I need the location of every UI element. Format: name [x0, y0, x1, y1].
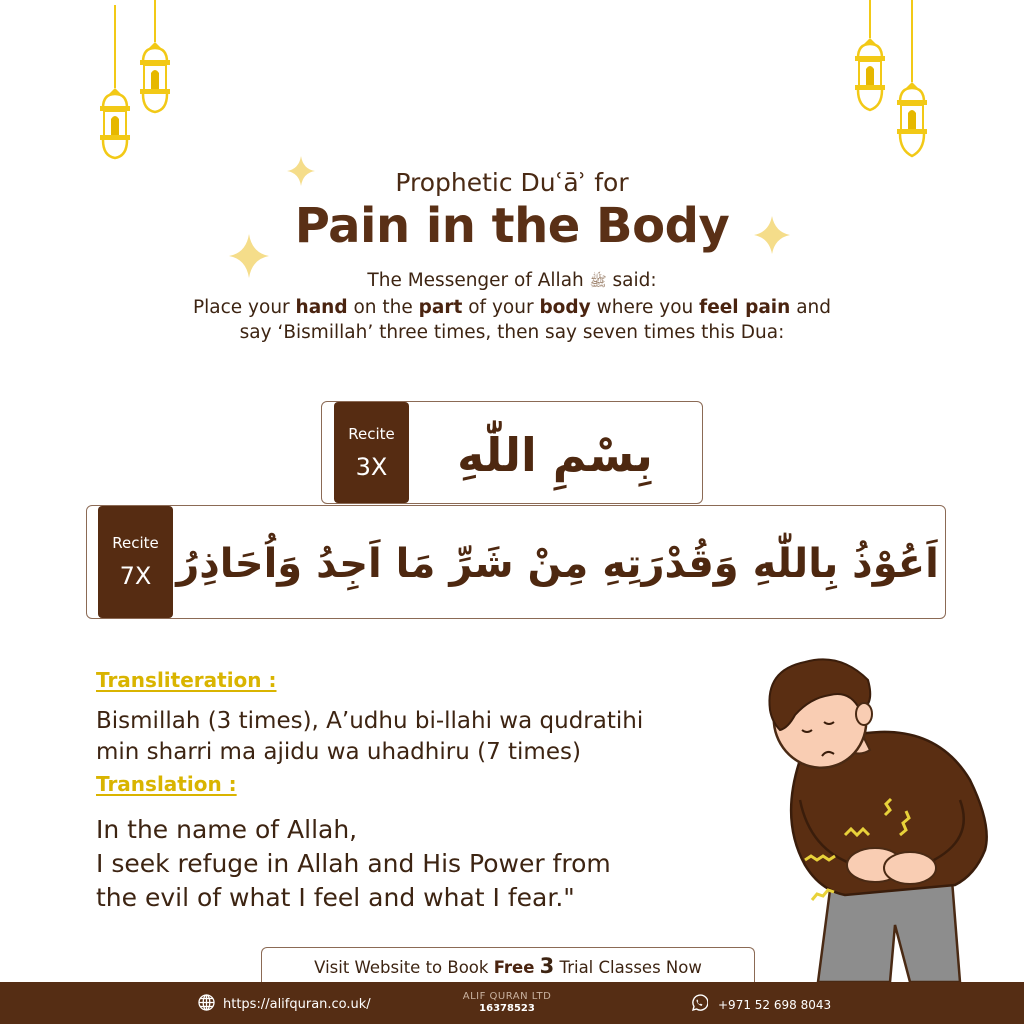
lantern-decoration-left-2: [138, 0, 172, 116]
arabic-text-dua: اَعُوْذُ بِاللّٰهِ وَقُدْرَتِهِ مِنْ شَرِّ مَا اَجِدُ وَاُحَاذِرُ: [176, 541, 939, 587]
recite-count-badge: Recite 7X: [98, 506, 173, 618]
intro-line-1: The Messenger of Allah ﷺ said:: [367, 270, 657, 291]
translation-text: In the name of Allah, I seek refuge in Allah and His Power from the evil of what I feel and what I fear.": [96, 815, 611, 912]
lantern-decoration-left-1: [97, 0, 133, 162]
intro-line-2: Place your hand on the part of your body where you feel pain and: [192, 297, 832, 318]
translation-heading: Translation :: [96, 772, 237, 796]
globe-icon: [198, 994, 215, 1015]
arabic-text-bismillah: بِسْمِ اللّٰهِ: [457, 428, 653, 482]
person-in-pain-illustration: [760, 650, 1000, 982]
intro-text: [0, 268, 1024, 345]
intro-line-3: say ‘Bismillah’ three times, then say seven times this Dua:: [239, 322, 785, 343]
website-link[interactable]: https://alifquran.co.uk/: [198, 994, 371, 1015]
whatsapp-icon: [690, 994, 708, 1015]
phone-link[interactable]: +971 52 698 8043: [690, 994, 831, 1015]
transliteration-heading: Transliteration :: [96, 668, 277, 692]
page-subtitle: Prophetic Duʿāʾ for: [395, 168, 629, 197]
honorific-icon: ﷺ: [589, 274, 607, 290]
lantern-decoration-right-1: [853, 0, 887, 116]
recite-count-badge: Recite 3X: [334, 402, 409, 503]
transliteration-text: Bismillah (3 times), A’udhu bi-llahi wa qudratihi min sharri ma ajidu wa uhadhiru (7 times): [96, 708, 644, 765]
company-info: ALIF QURAN LTD 16378523: [462, 991, 552, 1014]
page-title: Pain in the Body: [294, 198, 730, 254]
book-trial-button[interactable]: Visit Website to Book Free 3 Trial Classes Now: [261, 947, 755, 987]
footer-bar: [0, 982, 1024, 1024]
lantern-decoration-right-2: [894, 0, 930, 162]
